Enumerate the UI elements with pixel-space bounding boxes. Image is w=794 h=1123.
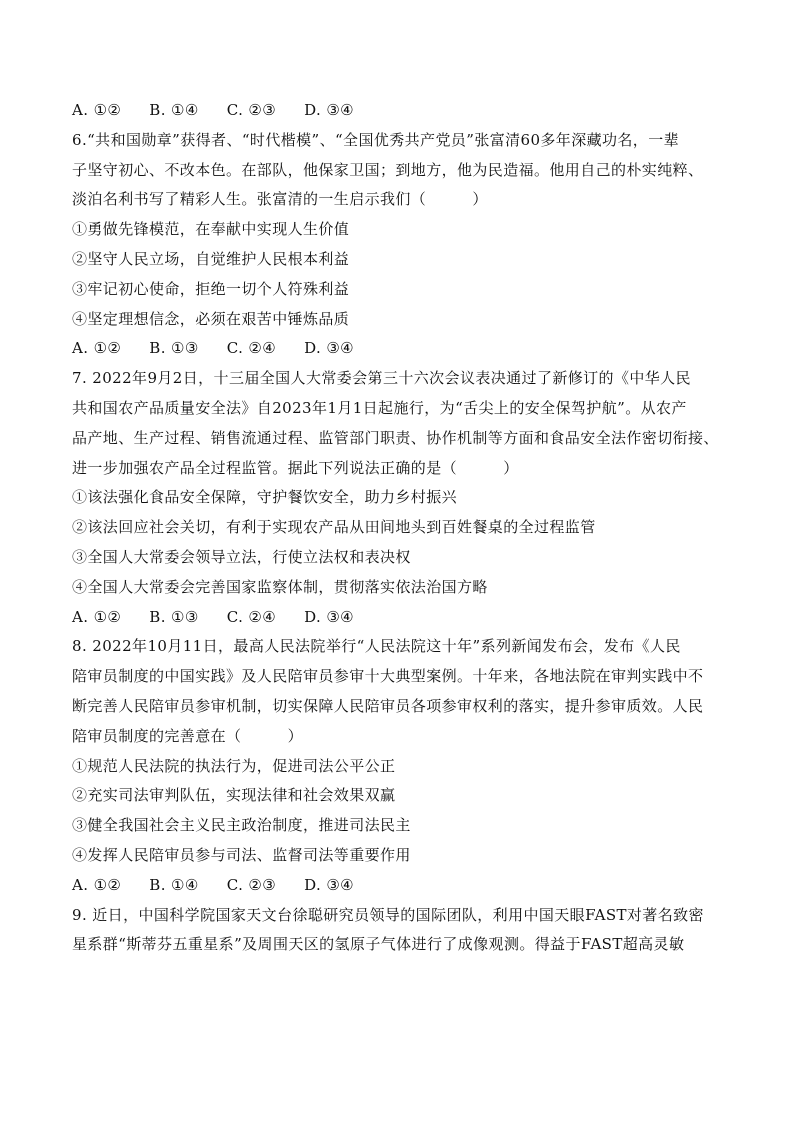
q8-item: ③健全我国社会主义民主政治制度，推进司法民主 bbox=[72, 816, 411, 835]
q8-item: ②充实司法审判队伍，实现法律和社会效果双赢 bbox=[72, 786, 396, 805]
q9-stem-line: 星系群“斯蒂芬五重星系”及周围天区的氢原子气体进行了成像观测。得益于FAST超高灵敏 bbox=[72, 935, 685, 954]
question-8 bbox=[72, 632, 732, 900]
q8-options bbox=[72, 871, 732, 901]
q6-stem-line: 子坚守初心、不改本色。在部队，他保家卫国；到地方，他为民造福。他用自己的朴实纯粹、 bbox=[72, 160, 704, 179]
q6-stem-line: 6.“共和国勋章”获得者、“时代楷模”、“全国优秀共产党员”张富清60多年深藏功名，一辈 bbox=[72, 130, 680, 149]
q6-item: ④坚定理想信念，必须在艰苦中锤炼品质 bbox=[72, 309, 350, 328]
exam-page bbox=[72, 96, 732, 960]
q7-stem-line: 共和国农产品质量安全法》自2023年1月1日起施行，为“舌尖上的安全保驾护航”。从农产 bbox=[72, 398, 687, 417]
q8-stem-line: 8. 2022年10月11日，最高人民法院举行“人民法院这十年”系列新闻发布会，发布《人民 bbox=[72, 637, 681, 656]
option-d: D. ③④ bbox=[304, 101, 355, 119]
q6-item: ①勇做先锋模范，在奉献中实现人生价值 bbox=[72, 220, 350, 239]
q6-stem-line: 淡泊名利书写了精彩人生。张富清的一生启示我们（ ） bbox=[72, 190, 488, 209]
option-b: B. ①④ bbox=[149, 875, 199, 894]
option-a: A. ①② bbox=[72, 101, 122, 119]
q6-item: ③牢记初心使命，拒绝一切个人符殊利益 bbox=[72, 279, 350, 298]
option-a: A. ①② bbox=[72, 875, 122, 894]
q6-options bbox=[72, 334, 732, 364]
q8-stem-line: 陪审员制度的完善意在（ ） bbox=[72, 726, 304, 745]
q7-options bbox=[72, 603, 732, 633]
q8-item: ①规范人民法院的执法行为，促进司法公平公正 bbox=[72, 756, 396, 775]
option-c: C. ②④ bbox=[226, 607, 277, 626]
q9-stem-line: 9. 近日，中国科学院国家天文台徐聪研究员领导的国际团队，利用中国天眼FAST对著名致密 bbox=[72, 905, 704, 924]
q6-item: ②坚守人民立场，自觉维护人民根本利益 bbox=[72, 249, 350, 268]
option-b: B. ①③ bbox=[149, 339, 199, 358]
q7-stem-line: 进一步加强农产品全过程监管。据此下列说法正确的是（ ） bbox=[72, 458, 519, 477]
q7-stem-line: 7. 2022年9月2日，十三届全国人大常委会第三十六次会议表决通过了新修订的《中华人民 bbox=[72, 369, 691, 388]
option-c: C. ②③ bbox=[226, 875, 277, 894]
question-6 bbox=[72, 126, 732, 364]
question-9 bbox=[72, 901, 732, 961]
option-d: D. ③④ bbox=[304, 339, 355, 358]
q5-options bbox=[72, 96, 732, 126]
q7-item: ①该法强化食品安全保障，守护餐饮安全，助力乡村振兴 bbox=[72, 488, 458, 507]
q8-stem-line: 陪审员制度的中国实践》及人民陪审员参审十大典型案例。十年来，各地法院在审判实践中不 bbox=[72, 667, 704, 686]
q7-item: ③全国人大常委会领导立法，行使立法权和表决权 bbox=[72, 547, 411, 566]
option-c: C. ②③ bbox=[226, 101, 277, 119]
option-a: A. ①② bbox=[72, 607, 122, 626]
q7-item: ④全国人大常委会完善国家监察体制，贯彻落实依法治国方略 bbox=[72, 577, 488, 596]
option-b: B. ①④ bbox=[149, 101, 199, 119]
q7-stem-line: 品产地、生产过程、销售流通过程、监管部门职责、协作机制等方面和食品安全法作密切衔接、 bbox=[72, 428, 719, 447]
option-c: C. ②④ bbox=[226, 339, 277, 358]
option-d: D. ③④ bbox=[304, 607, 355, 626]
option-a: A. ①② bbox=[72, 339, 122, 358]
q8-item: ④发挥人民陪审员参与司法、监督司法等重要作用 bbox=[72, 845, 411, 864]
q8-stem-line: 断完善人民陪审员参审机制，切实保障人民陪审员各项参审权利的落实，提升参审质效。人民 bbox=[72, 696, 704, 715]
q7-item: ②该法回应社会关切，有利于实现农产品从田间地头到百姓餐桌的全过程监管 bbox=[72, 518, 596, 537]
option-d: D. ③④ bbox=[304, 875, 355, 894]
question-7 bbox=[72, 364, 732, 632]
option-b: B. ①③ bbox=[149, 607, 199, 626]
